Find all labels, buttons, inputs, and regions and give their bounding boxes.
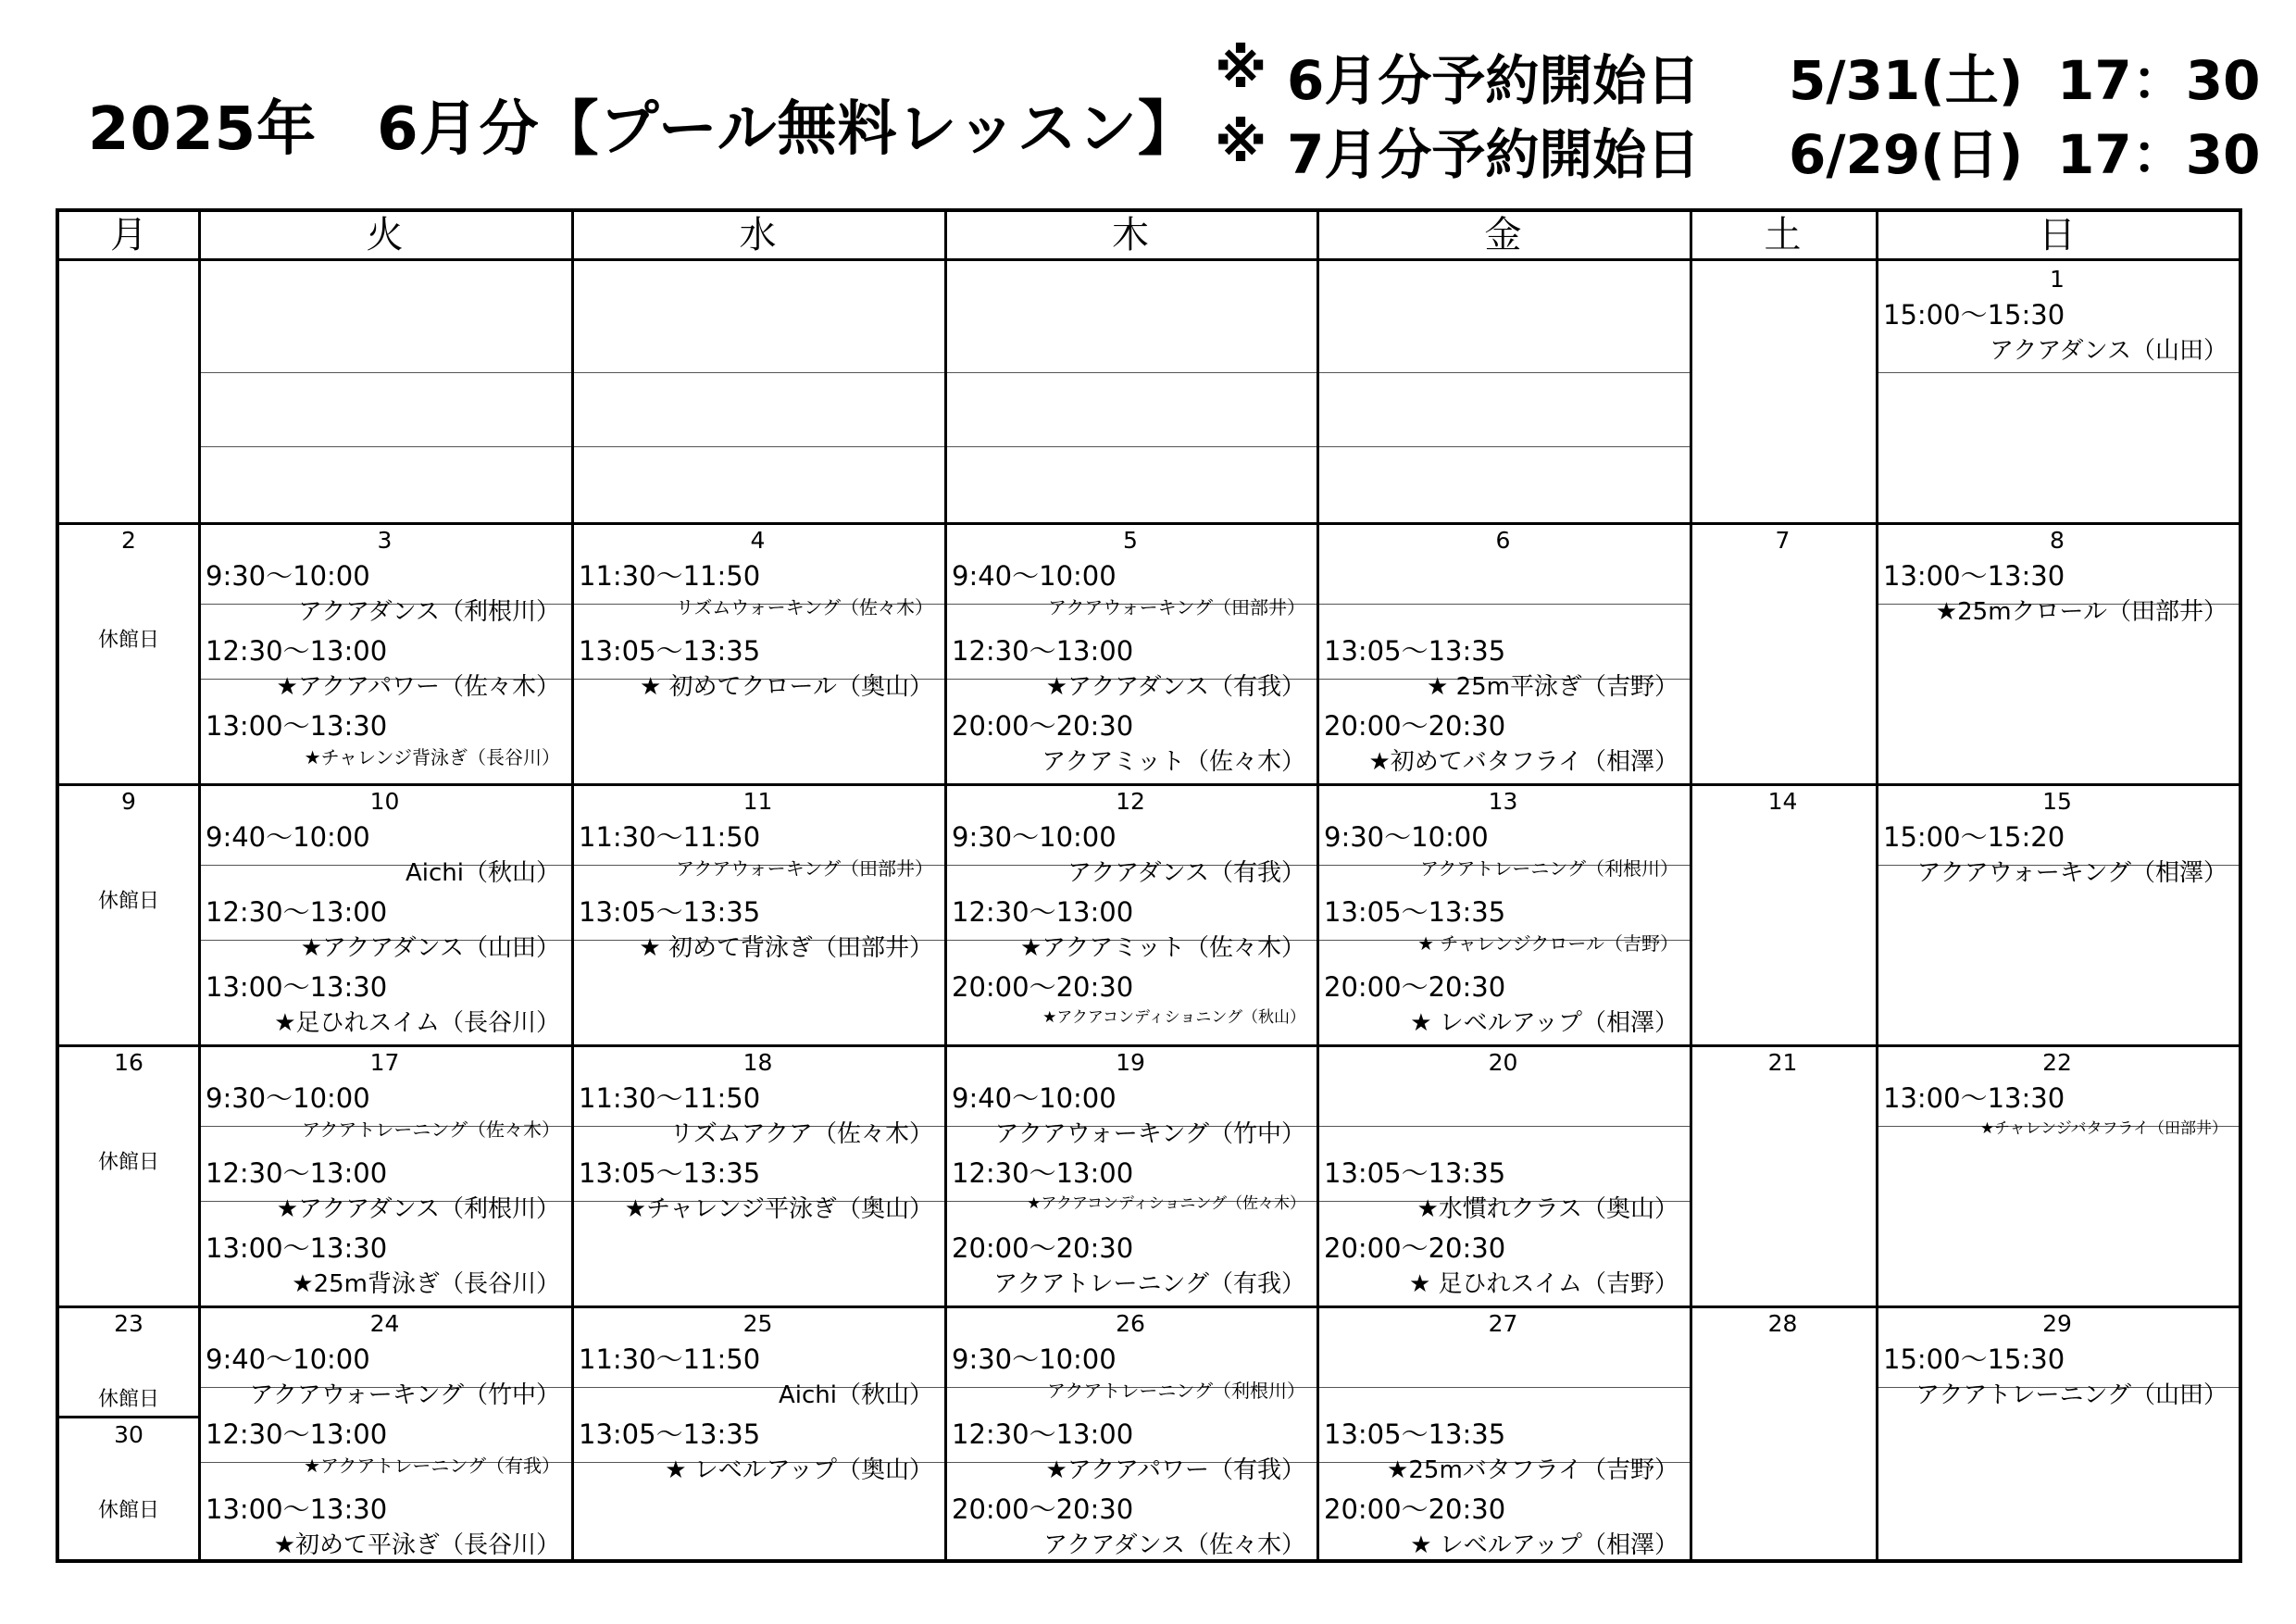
weekday-header: 金 <box>1484 214 1522 256</box>
weekday-header: 水 <box>739 214 777 256</box>
lesson-name: リズムアクア（佐々木） <box>669 1120 933 1148</box>
day-number: 5 <box>1123 527 1138 554</box>
lesson-time: 13:00～13:30 <box>1883 1082 2065 1114</box>
lesson-time: 12:30～13:00 <box>952 1157 1134 1189</box>
lesson-name: ★ チャレンジクロール（吉野） <box>1417 932 1678 955</box>
slot-divider <box>1319 446 1690 447</box>
day-number: 15 <box>2042 788 2072 815</box>
slot-divider <box>1319 1387 1690 1388</box>
lesson-time: 13:05～13:35 <box>579 896 761 928</box>
slot-divider <box>1319 1126 1690 1127</box>
lesson-time: 13:05～13:35 <box>1324 1157 1506 1189</box>
lesson-name: ★アクアトレーニング（有我） <box>304 1455 560 1477</box>
lesson-time: 15:00～15:30 <box>1883 1343 2065 1375</box>
day-number: 2 <box>121 527 136 554</box>
notice-mark: ※ <box>1215 111 1267 174</box>
column-divider <box>571 212 574 1559</box>
lesson-time: 13:00～13:30 <box>206 1232 388 1264</box>
day-number: 9 <box>121 788 136 815</box>
day-number: 10 <box>369 788 400 815</box>
day-number: 28 <box>1767 1310 1798 1337</box>
notice-label: 6月分予約開始日 <box>1287 49 1701 112</box>
lesson-name: アクアトレーニング（有我） <box>993 1270 1305 1298</box>
lesson-time: 12:30～13:00 <box>952 635 1134 667</box>
day-number: 1 <box>2050 266 2065 293</box>
lesson-name: アクアトレーニング（佐々木） <box>302 1118 560 1141</box>
lesson-name: アクアダンス（山田） <box>1990 337 2227 365</box>
lesson-time: 11:30～11:50 <box>579 560 761 592</box>
column-divider <box>1876 212 1878 1559</box>
lesson-name: アクアウォーキング（相澤） <box>1916 859 2227 887</box>
lesson-time: 20:00～20:30 <box>952 1493 1134 1525</box>
lesson-name: ★チャレンジ背泳ぎ（長谷川） <box>304 746 560 768</box>
lesson-time: 12:30～13:00 <box>206 896 388 928</box>
lesson-name: ★ レベルアップ（相澤） <box>1410 1009 1678 1037</box>
lesson-name: アクアウォーキング（田部井） <box>1048 596 1305 618</box>
lesson-name: リズムウォーキング（佐々木） <box>675 596 933 618</box>
lesson-calendar <box>56 208 2242 1563</box>
slot-divider <box>1319 372 1690 373</box>
lesson-time: 12:30～13:00 <box>952 1418 1134 1450</box>
lesson-time: 9:40～10:00 <box>952 560 1117 592</box>
day-number: 11 <box>742 788 773 815</box>
notice-label: 7月分予約開始日 <box>1287 123 1701 186</box>
day-number: 27 <box>1488 1310 1518 1337</box>
slot-divider <box>1878 372 2239 373</box>
day-number: 29 <box>2042 1310 2072 1337</box>
lesson-name: ★アクアパワー（佐々木） <box>276 673 560 701</box>
lesson-time: 13:05～13:35 <box>1324 635 1506 667</box>
lesson-name: アクアミット（佐々木） <box>1042 748 1305 776</box>
day-number: 25 <box>742 1310 773 1337</box>
lesson-name: ★ 足ひれスイム（吉野） <box>1408 1270 1678 1298</box>
lesson-name: ★初めてバタフライ（相澤） <box>1368 748 1678 776</box>
lesson-name: アクアトレーニング（利根川） <box>1420 857 1678 880</box>
notice-date: 5/31(土) <box>1789 49 2024 112</box>
lesson-time: 9:30～10:00 <box>952 821 1117 853</box>
lesson-time: 20:00～20:30 <box>1324 1232 1506 1264</box>
day-number: 20 <box>1488 1049 1518 1076</box>
lesson-time: 15:00～15:30 <box>1883 299 2065 331</box>
slot-divider <box>201 446 571 447</box>
lesson-name: Aichi（秋山） <box>405 859 560 887</box>
lesson-time: 20:00～20:30 <box>952 971 1134 1003</box>
slot-divider <box>574 446 944 447</box>
lesson-time: 20:00～20:30 <box>1324 1493 1506 1525</box>
weekday-header: 木 <box>1112 214 1149 256</box>
day-number: 6 <box>1495 527 1511 554</box>
lesson-name: ★ 初めて背泳ぎ（田部井） <box>639 934 933 962</box>
lesson-name: アクアトレーニング（利根川） <box>1047 1380 1305 1402</box>
lesson-time: 11:30～11:50 <box>579 1343 761 1375</box>
lesson-time: 13:05～13:35 <box>579 635 761 667</box>
lesson-name: アクアダンス（利根川） <box>298 598 560 626</box>
lesson-time: 13:00～13:30 <box>206 971 388 1003</box>
slot-divider <box>947 446 1316 447</box>
slot-divider <box>574 372 944 373</box>
lesson-name: ★アクアコンディショニング（秋山） <box>1042 1008 1305 1027</box>
lesson-name: ★アクアミット（佐々木） <box>1019 934 1305 962</box>
lesson-time: 13:00～13:30 <box>206 1493 388 1525</box>
day-number: 13 <box>1488 788 1518 815</box>
lesson-time: 9:40～10:00 <box>206 821 370 853</box>
day-number: 12 <box>1116 788 1145 815</box>
notice-time: 17：30 <box>2057 49 2261 112</box>
lesson-name: ★ 初めてクロール（奥山） <box>639 673 933 701</box>
lesson-time: 13:05～13:35 <box>579 1157 761 1189</box>
lesson-time: 20:00～20:30 <box>1324 971 1506 1003</box>
lesson-time: 15:00～15:20 <box>1883 821 2065 853</box>
lesson-name: ★25mクロール（田部井） <box>1935 598 2227 626</box>
day-number: 19 <box>1116 1049 1145 1076</box>
lesson-name: ★チャレンジ平泳ぎ（奥山） <box>624 1195 933 1223</box>
lesson-time: 12:30～13:00 <box>952 896 1134 928</box>
notice-date: 6/29(日) <box>1789 123 2024 186</box>
lesson-time: 9:40～10:00 <box>952 1082 1117 1114</box>
lesson-name: ★ レベルアップ（相澤） <box>1410 1531 1678 1559</box>
day-number: 23 <box>114 1310 144 1337</box>
lesson-time: 20:00～20:30 <box>952 710 1134 742</box>
lesson-name: ★ 25m平泳ぎ（吉野） <box>1427 673 1678 701</box>
weekday-header: 火 <box>366 214 404 256</box>
lesson-name: アクアトレーニング（山田） <box>1915 1381 2227 1409</box>
lesson-time: 9:30～10:00 <box>1324 821 1489 853</box>
lesson-time: 9:30～10:00 <box>206 1082 370 1114</box>
lesson-time: 12:30～13:00 <box>206 1157 388 1189</box>
column-divider <box>944 212 947 1559</box>
lesson-time: 13:05～13:35 <box>1324 896 1506 928</box>
column-divider <box>198 212 201 1559</box>
lesson-time: 9:30～10:00 <box>952 1343 1117 1375</box>
day-number: 3 <box>377 527 393 554</box>
lesson-time: 12:30～13:00 <box>206 1418 388 1450</box>
closed-label: 休館日 <box>97 1388 159 1411</box>
day-number: 17 <box>369 1049 400 1076</box>
column-divider <box>1690 212 1692 1559</box>
day-number: 14 <box>1767 788 1798 815</box>
weekday-header: 日 <box>2039 214 2076 256</box>
lesson-name: ★25m背泳ぎ（長谷川） <box>292 1270 560 1298</box>
lesson-name: ★アクアダンス（有我） <box>1045 673 1305 701</box>
day-number: 21 <box>1767 1049 1798 1076</box>
day-number: 4 <box>750 527 766 554</box>
weekday-header: 月 <box>110 214 147 256</box>
lesson-name: ★アクアコンディショニング（佐々木） <box>1027 1194 1305 1213</box>
lesson-time: 13:05～13:35 <box>579 1418 761 1450</box>
day-number: 18 <box>742 1049 773 1076</box>
day-number: 7 <box>1775 527 1791 554</box>
day-number: 30 <box>114 1421 144 1448</box>
lesson-time: 20:00～20:30 <box>952 1232 1134 1264</box>
lesson-name: ★足ひれスイム（長谷川） <box>274 1009 560 1037</box>
lesson-name: Aichi（秋山） <box>778 1381 933 1409</box>
column-divider <box>1316 212 1319 1559</box>
slot-divider <box>947 372 1316 373</box>
notice-time: 17：30 <box>2057 123 2261 186</box>
lesson-name: ★25mバタフライ（吉野） <box>1387 1456 1678 1484</box>
lesson-time: 20:00～20:30 <box>1324 710 1506 742</box>
slot-divider <box>1319 604 1690 605</box>
lesson-time: 13:05～13:35 <box>1324 1418 1506 1450</box>
lesson-time: 9:40～10:00 <box>206 1343 370 1375</box>
closed-label: 休館日 <box>97 1151 159 1174</box>
lesson-name: ★チャレンジバタフライ（田部井） <box>1979 1119 2227 1138</box>
day-number: 8 <box>2050 527 2065 554</box>
lesson-name: ★アクアダンス（山田） <box>300 934 560 962</box>
weekday-header: 土 <box>1764 214 1802 256</box>
closed-label: 休館日 <box>97 890 159 913</box>
lesson-time: 11:30～11:50 <box>579 821 761 853</box>
lesson-name: アクアウォーキング（田部井） <box>676 857 933 880</box>
lesson-time: 13:00～13:30 <box>206 710 388 742</box>
lesson-time: 9:30～10:00 <box>206 560 370 592</box>
lesson-name: ★アクアパワー（有我） <box>1045 1456 1305 1484</box>
closed-label: 休館日 <box>97 1499 159 1522</box>
day-number: 22 <box>2042 1049 2072 1076</box>
header-divider <box>59 258 2239 261</box>
lesson-name: ★ レベルアップ（奥山） <box>665 1456 933 1484</box>
lesson-name: アクアダンス（有我） <box>1067 859 1305 887</box>
lesson-time: 13:00～13:30 <box>1883 560 2065 592</box>
closed-label: 休館日 <box>97 629 159 652</box>
page-title: 2025年 6月分【プール無料レッスン】 <box>88 95 1198 164</box>
day-number: 24 <box>369 1310 400 1337</box>
lesson-name: アクアダンス（佐々木） <box>1043 1531 1305 1559</box>
notice-mark: ※ <box>1215 37 1267 100</box>
lesson-name: アクアウォーキング（竹中） <box>249 1381 560 1409</box>
lesson-name: ★水慣れクラス（奥山） <box>1416 1195 1678 1223</box>
lesson-time: 11:30～11:50 <box>579 1082 761 1114</box>
lesson-name: ★初めて平泳ぎ（長谷川） <box>273 1531 560 1559</box>
lesson-name: アクアウォーキング（竹中） <box>994 1120 1305 1148</box>
lesson-name: ★アクアダンス（利根川） <box>276 1195 560 1223</box>
slot-divider <box>201 372 571 373</box>
day-number: 16 <box>114 1049 144 1076</box>
lesson-time: 12:30～13:00 <box>206 635 388 667</box>
day-number: 26 <box>1116 1310 1145 1337</box>
